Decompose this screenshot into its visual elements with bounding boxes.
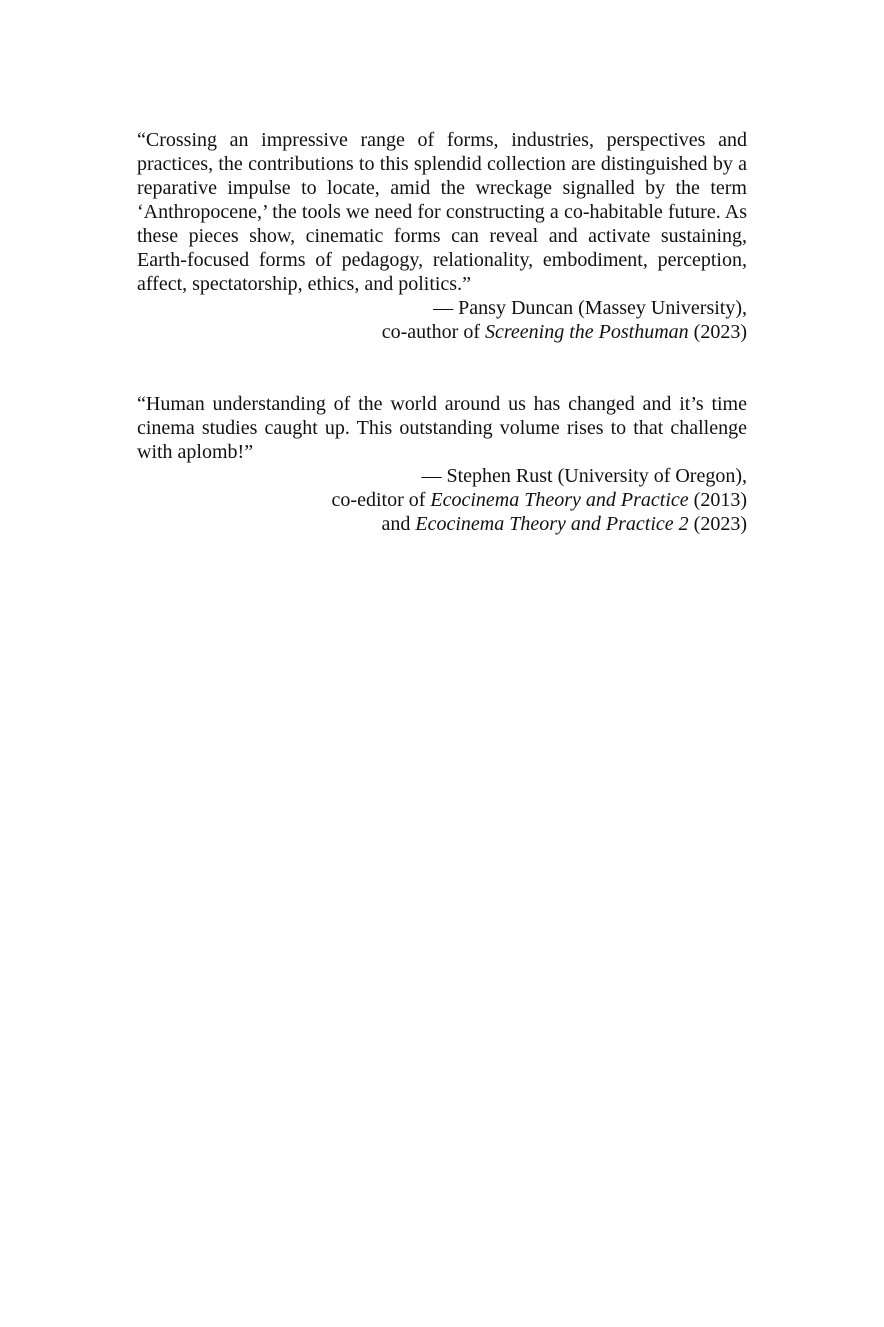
- attribution-name: — Pansy Duncan (Massey University),: [433, 297, 747, 319]
- book-title: Ecocinema Theory and Practice 2: [415, 513, 689, 535]
- book-title: Screening the Posthuman: [485, 321, 689, 343]
- endorsement-attribution: [137, 464, 747, 536]
- credit-year: (2013): [688, 489, 747, 511]
- endorsement-attribution: [137, 296, 747, 344]
- credit-prefix: and: [381, 513, 416, 535]
- attribution-credit: [137, 512, 747, 536]
- endorsement-blurb: [137, 128, 747, 344]
- endorsement-blurb: [137, 392, 747, 536]
- book-title: Ecocinema Theory and Practice: [430, 489, 689, 511]
- attribution-name: — Stephen Rust (University of Oregon),: [421, 465, 747, 487]
- credit-year: (2023): [688, 513, 747, 535]
- attribution-credit: [137, 320, 747, 344]
- attribution-credit: [137, 488, 747, 512]
- credit-prefix: co-editor of: [331, 489, 431, 511]
- endorsement-quote: “Crossing an impressive range of forms, industries, perspectives and practices, the contributions to this splendid collection are distinguished by a reparative impulse to locate, amid the wreckage signalled by the term ‘Anthropocene,’ the tools we need for constructing a co-habitable future. As these pieces show, cinematic forms can reveal and activate sustaining, Earth-focused forms of pedagogy, relationality, embodiment, perception, affect, spectatorship, ethics, and politics.”: [137, 129, 747, 295]
- credit-year: (2023): [688, 321, 747, 343]
- endorsement-quote: “Human understanding of the world around us has changed and it’s time cinema studies caught up. This outstanding volume rises to that challenge with aplomb!”: [137, 393, 747, 463]
- credit-prefix: co-author of: [381, 321, 485, 343]
